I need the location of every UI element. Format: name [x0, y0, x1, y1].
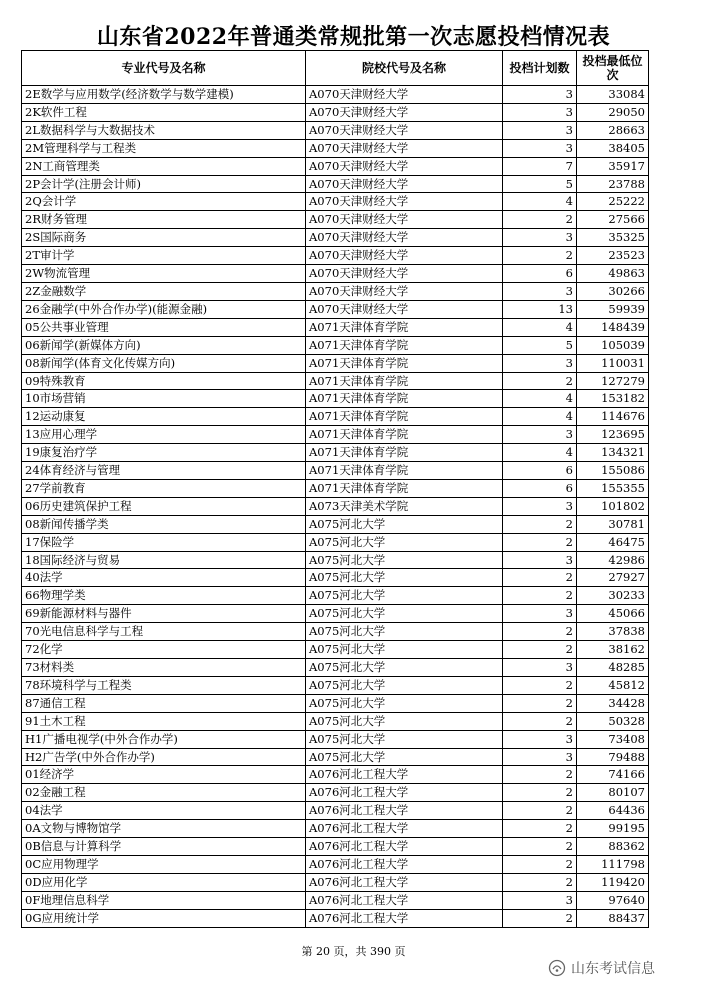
cell-major: 2T审计学	[22, 247, 306, 265]
table-row	[22, 820, 649, 838]
cell-school: A075河北大学	[306, 605, 503, 623]
cell-school: A075河北大学	[306, 712, 503, 730]
cell-min-rank: 114676	[577, 408, 649, 426]
cell-plan: 3	[503, 426, 577, 444]
cell-plan: 2	[503, 784, 577, 802]
cell-min-rank: 74166	[577, 766, 649, 784]
cell-school: A076河北工程大学	[306, 784, 503, 802]
cell-plan: 7	[503, 157, 577, 175]
cell-major: 24体育经济与管理	[22, 462, 306, 480]
cell-school: A071天津体育学院	[306, 390, 503, 408]
cell-min-rank: 99195	[577, 820, 649, 838]
cell-school: A076河北工程大学	[306, 802, 503, 820]
cell-plan: 2	[503, 533, 577, 551]
cell-min-rank: 37838	[577, 623, 649, 641]
cell-school: A070天津财经大学	[306, 282, 503, 300]
table-row	[22, 891, 649, 909]
cell-major: 05公共事业管理	[22, 318, 306, 336]
cell-min-rank: 88362	[577, 838, 649, 856]
cell-major: 2S国际商务	[22, 229, 306, 247]
cell-min-rank: 46475	[577, 533, 649, 551]
cell-major: 0D应用化学	[22, 873, 306, 891]
cell-school: A076河北工程大学	[306, 820, 503, 838]
cell-major: 12运动康复	[22, 408, 306, 426]
cell-major: 66物理学类	[22, 587, 306, 605]
table-header-row	[22, 51, 649, 86]
cell-plan: 4	[503, 390, 577, 408]
cell-min-rank: 27566	[577, 211, 649, 229]
cell-major: 2L数据科学与大数据技术	[22, 121, 306, 139]
table-row	[22, 139, 649, 157]
table-row	[22, 121, 649, 139]
cell-major: 2N工商管理类	[22, 157, 306, 175]
cell-major: 19康复治疗学	[22, 444, 306, 462]
header-school: 院校代号及名称	[306, 51, 503, 86]
cell-min-rank: 38162	[577, 641, 649, 659]
table-row	[22, 802, 649, 820]
cell-school: A071天津体育学院	[306, 318, 503, 336]
cell-school: A075河北大学	[306, 748, 503, 766]
table-row	[22, 694, 649, 712]
cell-school: A075河北大学	[306, 623, 503, 641]
table-row	[22, 676, 649, 694]
cell-plan: 3	[503, 86, 577, 104]
cell-school: A075河北大学	[306, 515, 503, 533]
table-row	[22, 408, 649, 426]
cell-school: A070天津财经大学	[306, 247, 503, 265]
cell-plan: 2	[503, 909, 577, 927]
cell-school: A071天津体育学院	[306, 336, 503, 354]
cell-plan: 2	[503, 838, 577, 856]
table-row	[22, 211, 649, 229]
cell-major: 10市场营销	[22, 390, 306, 408]
cell-min-rank: 38405	[577, 139, 649, 157]
cell-min-rank: 35917	[577, 157, 649, 175]
cell-plan: 2	[503, 587, 577, 605]
table-row	[22, 193, 649, 211]
cell-min-rank: 25222	[577, 193, 649, 211]
table-row	[22, 569, 649, 587]
cell-min-rank: 110031	[577, 354, 649, 372]
table-row	[22, 300, 649, 318]
cell-min-rank: 64436	[577, 802, 649, 820]
cell-major: 69新能源材料与器件	[22, 605, 306, 623]
table-row	[22, 641, 649, 659]
cell-major: 18国际经济与贸易	[22, 551, 306, 569]
cell-school: A070天津财经大学	[306, 229, 503, 247]
cell-plan: 2	[503, 712, 577, 730]
cell-min-rank: 148439	[577, 318, 649, 336]
table-row	[22, 587, 649, 605]
cell-min-rank: 88437	[577, 909, 649, 927]
cell-min-rank: 101802	[577, 497, 649, 515]
table-row	[22, 318, 649, 336]
table-row	[22, 659, 649, 677]
cell-plan: 2	[503, 372, 577, 390]
cell-plan: 3	[503, 730, 577, 748]
cell-major: 13应用心理学	[22, 426, 306, 444]
cell-school: A071天津体育学院	[306, 408, 503, 426]
table-row	[22, 265, 649, 283]
cell-major: 73材料类	[22, 659, 306, 677]
cell-school: A073天津美术学院	[306, 497, 503, 515]
table-row	[22, 497, 649, 515]
cell-school: A076河北工程大学	[306, 766, 503, 784]
cell-min-rank: 33084	[577, 86, 649, 104]
cell-school: A070天津财经大学	[306, 157, 503, 175]
cell-major: 0F地理信息科学	[22, 891, 306, 909]
cell-min-rank: 80107	[577, 784, 649, 802]
cell-plan: 4	[503, 408, 577, 426]
cell-min-rank: 30233	[577, 587, 649, 605]
cell-major: 0G应用统计学	[22, 909, 306, 927]
cell-min-rank: 28663	[577, 121, 649, 139]
cell-major: 02金融工程	[22, 784, 306, 802]
table-row	[22, 372, 649, 390]
cell-major: 2M管理科学与工程类	[22, 139, 306, 157]
cell-plan: 3	[503, 103, 577, 121]
cell-school: A071天津体育学院	[306, 354, 503, 372]
cell-min-rank: 59939	[577, 300, 649, 318]
cell-plan: 3	[503, 139, 577, 157]
cell-major: 2P会计学(注册会计师)	[22, 175, 306, 193]
cell-major: 09特殊教育	[22, 372, 306, 390]
header-min-rank-line2: 次	[606, 68, 619, 82]
cell-school: A071天津体育学院	[306, 462, 503, 480]
cell-min-rank: 79488	[577, 748, 649, 766]
cell-school: A070天津财经大学	[306, 139, 503, 157]
cell-plan: 3	[503, 497, 577, 515]
header-min-rank	[577, 51, 649, 86]
table-row	[22, 605, 649, 623]
table-row	[22, 354, 649, 372]
cell-plan: 2	[503, 247, 577, 265]
cell-plan: 13	[503, 300, 577, 318]
cell-major: 17保险学	[22, 533, 306, 551]
table-row	[22, 103, 649, 121]
header-plan: 投档计划数	[503, 51, 577, 86]
cell-school: A070天津财经大学	[306, 175, 503, 193]
cell-plan: 4	[503, 444, 577, 462]
cell-major: 70光电信息科学与工程	[22, 623, 306, 641]
table-row	[22, 390, 649, 408]
cell-school: A075河北大学	[306, 676, 503, 694]
table-row	[22, 838, 649, 856]
admission-table	[21, 50, 649, 928]
cell-min-rank: 49863	[577, 265, 649, 283]
cell-school: A070天津财经大学	[306, 86, 503, 104]
cell-min-rank: 48285	[577, 659, 649, 677]
table-row	[22, 157, 649, 175]
cell-major: 87通信工程	[22, 694, 306, 712]
cell-major: 2Z金融数学	[22, 282, 306, 300]
cell-school: A075河北大学	[306, 569, 503, 587]
cell-major: 40法学	[22, 569, 306, 587]
header-min-rank-line1: 投档最低位	[582, 54, 643, 68]
cell-plan: 2	[503, 676, 577, 694]
cell-plan: 5	[503, 336, 577, 354]
cell-school: A075河北大学	[306, 551, 503, 569]
cell-school: A071天津体育学院	[306, 372, 503, 390]
cell-min-rank: 29050	[577, 103, 649, 121]
table-row	[22, 909, 649, 927]
table-row	[22, 175, 649, 193]
cell-major: 08新闻传播学类	[22, 515, 306, 533]
cell-plan: 5	[503, 175, 577, 193]
cell-plan: 3	[503, 659, 577, 677]
cell-major: 0B信息与计算科学	[22, 838, 306, 856]
table-row	[22, 462, 649, 480]
cell-plan: 2	[503, 211, 577, 229]
cell-school: A071天津体育学院	[306, 426, 503, 444]
cell-major: 06历史建筑保护工程	[22, 497, 306, 515]
table-row	[22, 784, 649, 802]
cell-school: A076河北工程大学	[306, 855, 503, 873]
cell-plan: 3	[503, 891, 577, 909]
cell-school: A076河北工程大学	[306, 838, 503, 856]
cell-plan: 3	[503, 229, 577, 247]
cell-plan: 4	[503, 318, 577, 336]
table-row	[22, 247, 649, 265]
cell-major: 0A文物与博物馆学	[22, 820, 306, 838]
cell-major: 2Q会计学	[22, 193, 306, 211]
wechat-icon	[548, 959, 566, 977]
cell-school: A071天津体育学院	[306, 479, 503, 497]
table-row	[22, 479, 649, 497]
cell-min-rank: 155355	[577, 479, 649, 497]
watermark-text: 山东考试信息	[571, 961, 655, 977]
cell-school: A070天津财经大学	[306, 211, 503, 229]
cell-major: 08新闻学(体育文化传媒方向)	[22, 354, 306, 372]
cell-plan: 2	[503, 873, 577, 891]
cell-school: A070天津财经大学	[306, 121, 503, 139]
cell-plan: 2	[503, 623, 577, 641]
cell-school: A075河北大学	[306, 533, 503, 551]
cell-plan: 3	[503, 551, 577, 569]
cell-min-rank: 111798	[577, 855, 649, 873]
cell-school: A075河北大学	[306, 694, 503, 712]
cell-min-rank: 45812	[577, 676, 649, 694]
cell-major: 26金融学(中外合作办学)(能源金融)	[22, 300, 306, 318]
table-row	[22, 766, 649, 784]
cell-min-rank: 30781	[577, 515, 649, 533]
cell-school: A070天津财经大学	[306, 300, 503, 318]
cell-plan: 6	[503, 479, 577, 497]
cell-plan: 3	[503, 121, 577, 139]
cell-major: 2K软件工程	[22, 103, 306, 121]
cell-min-rank: 105039	[577, 336, 649, 354]
cell-school: A075河北大学	[306, 659, 503, 677]
cell-min-rank: 123695	[577, 426, 649, 444]
table-row	[22, 282, 649, 300]
cell-min-rank: 153182	[577, 390, 649, 408]
cell-major: H2广告学(中外合作办学)	[22, 748, 306, 766]
cell-min-rank: 119420	[577, 873, 649, 891]
table-row	[22, 426, 649, 444]
cell-plan: 2	[503, 802, 577, 820]
table-row	[22, 515, 649, 533]
cell-major: 78环境科学与工程类	[22, 676, 306, 694]
cell-min-rank: 73408	[577, 730, 649, 748]
cell-plan: 3	[503, 605, 577, 623]
cell-major: 01经济学	[22, 766, 306, 784]
page-footer: 第 20 页，共 390 页	[301, 945, 406, 958]
cell-school: A075河北大学	[306, 730, 503, 748]
cell-major: 04法学	[22, 802, 306, 820]
cell-school: A076河北工程大学	[306, 891, 503, 909]
cell-school: A070天津财经大学	[306, 265, 503, 283]
cell-school: A070天津财经大学	[306, 193, 503, 211]
cell-school: A070天津财经大学	[306, 103, 503, 121]
cell-school: A076河北工程大学	[306, 873, 503, 891]
table-row	[22, 533, 649, 551]
table-row	[22, 730, 649, 748]
cell-major: 2W物流管理	[22, 265, 306, 283]
cell-min-rank: 23523	[577, 247, 649, 265]
cell-min-rank: 30266	[577, 282, 649, 300]
cell-min-rank: 45066	[577, 605, 649, 623]
table-row	[22, 855, 649, 873]
cell-school: A071天津体育学院	[306, 444, 503, 462]
cell-major: 0C应用物理学	[22, 855, 306, 873]
header-major: 专业代号及名称	[22, 51, 306, 86]
cell-plan: 2	[503, 766, 577, 784]
table-body	[22, 86, 649, 928]
cell-min-rank: 155086	[577, 462, 649, 480]
cell-plan: 2	[503, 820, 577, 838]
cell-plan: 2	[503, 855, 577, 873]
cell-major: 2R财务管理	[22, 211, 306, 229]
cell-major: H1广播电视学(中外合作办学)	[22, 730, 306, 748]
cell-major: 91土木工程	[22, 712, 306, 730]
page-title: 山东省2022年普通类常规批第一次志愿投档情况表	[96, 24, 611, 50]
cell-plan: 6	[503, 462, 577, 480]
table-row	[22, 873, 649, 891]
cell-school: A075河北大学	[306, 641, 503, 659]
cell-min-rank: 50328	[577, 712, 649, 730]
cell-min-rank: 23788	[577, 175, 649, 193]
cell-min-rank: 35325	[577, 229, 649, 247]
table-row	[22, 86, 649, 104]
cell-min-rank: 97640	[577, 891, 649, 909]
cell-plan: 6	[503, 265, 577, 283]
table-row	[22, 623, 649, 641]
table-row	[22, 336, 649, 354]
table-row	[22, 229, 649, 247]
cell-school: A076河北工程大学	[306, 909, 503, 927]
cell-plan: 2	[503, 569, 577, 587]
cell-major: 2E数学与应用数学(经济数学与数学建模)	[22, 86, 306, 104]
cell-min-rank: 34428	[577, 694, 649, 712]
cell-plan: 3	[503, 354, 577, 372]
cell-plan: 3	[503, 748, 577, 766]
cell-plan: 2	[503, 515, 577, 533]
cell-plan: 2	[503, 694, 577, 712]
table-row	[22, 444, 649, 462]
cell-major: 06新闻学(新媒体方向)	[22, 336, 306, 354]
cell-min-rank: 134321	[577, 444, 649, 462]
cell-major: 72化学	[22, 641, 306, 659]
cell-major: 27学前教育	[22, 479, 306, 497]
cell-min-rank: 42986	[577, 551, 649, 569]
cell-plan: 4	[503, 193, 577, 211]
cell-plan: 2	[503, 641, 577, 659]
watermark	[548, 958, 655, 978]
cell-min-rank: 127279	[577, 372, 649, 390]
table-row	[22, 712, 649, 730]
cell-school: A075河北大学	[306, 587, 503, 605]
cell-plan: 3	[503, 282, 577, 300]
table-row	[22, 551, 649, 569]
table-row	[22, 748, 649, 766]
cell-min-rank: 27927	[577, 569, 649, 587]
